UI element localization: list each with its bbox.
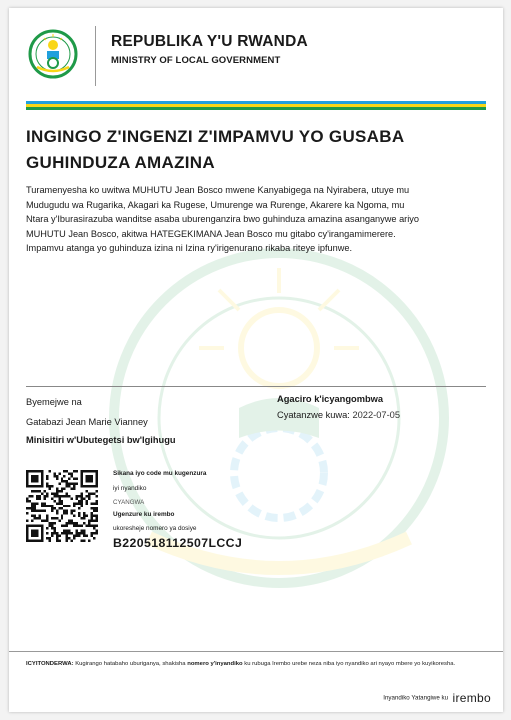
or-text: CYANGWA [113,499,145,506]
notice-bold-text: nomero y'inyandiko [187,661,243,667]
body-line: Impamvu atanga yo guhinduza izina ni Izina ry'irigenurano rikaba riteye ipfunwe. [26,243,353,254]
document-type-text: iyi nyandiko [113,485,147,492]
notice-label: ICYITONDERWA: [26,661,74,667]
flag-stripe-green [26,107,486,110]
header-divider [95,26,96,86]
body-line: Ntara y'Iburasirazuba wanditse asaba uburenganzira bwo guhinduza amazina asanganywe ariyo [26,214,419,225]
section-divider [26,386,486,387]
scan-instruction: Sikana iyo code mu kugenzura [113,470,207,477]
issue-date-label: Cyatanzwe kuwa: [277,410,350,420]
certificate-page [9,8,503,712]
document-body [26,183,488,256]
body-line: MUHUTU Jean Bosco, akitwa HATEGEKIMANA Jean Bosco mu gitabo cy'irangamimerere. [26,228,396,239]
notice-text-2: ku rubuga Irembo urebe neza niba iyo nyandiko ari nyayo mbere yo kuyikoresha. [242,661,456,667]
ministry-name: MINISTRY OF LOCAL GOVERNMENT [111,55,281,66]
rwanda-seal-icon [28,29,78,79]
irembo-logo[interactable]: irembo [452,690,491,705]
document-title [26,124,486,176]
file-number: B220518112507LCCJ [113,536,243,550]
document-title-line-1: INGINGO Z'INGENZI Z'IMPAMVU YO GUSABA [26,127,405,146]
footer-divider [9,651,503,652]
generated-by-text: Inyandiko Yatangiwe ku [383,694,449,702]
qr-code[interactable] [26,470,98,542]
approver-name: Gatabazi Jean Marie Vianney [26,417,148,427]
approver-role: Minisitiri w'Ubutegetsi bw'Igihugu [26,435,176,445]
issue-date [277,410,400,420]
notice-text-1: Kugirango hatabaho uburiganya, shakisha [73,661,188,667]
issue-date-value: 2022-07-05 [352,410,401,420]
body-line: Turamenyesha ko uwitwa MUHUTU Jean Bosco mwene Kanyabigega na Nyirabera, utuye mu [26,185,410,195]
visit-irembo-text: Ugenzure ku irembo [113,511,175,518]
footer [383,689,491,707]
document-title-line-2: GUHINDUZA AMAZINA [26,153,215,172]
approved-by-label: Byemejwe na [26,397,82,407]
flag-color-strip [26,101,486,110]
body-line: Mudugudu wa Rugarika, Akagari ka Rugese, Umurenge wa Rurenge, Akarere ka Ngoma, mu [26,199,405,210]
notice [26,659,488,671]
validity-label: Agaciro k'icyangombwa [277,394,384,404]
enter-file-number-text: ukoresheje nomero ya dosiye [113,525,197,532]
republic-name: REPUBLIKA Y'U RWANDA [111,33,308,50]
